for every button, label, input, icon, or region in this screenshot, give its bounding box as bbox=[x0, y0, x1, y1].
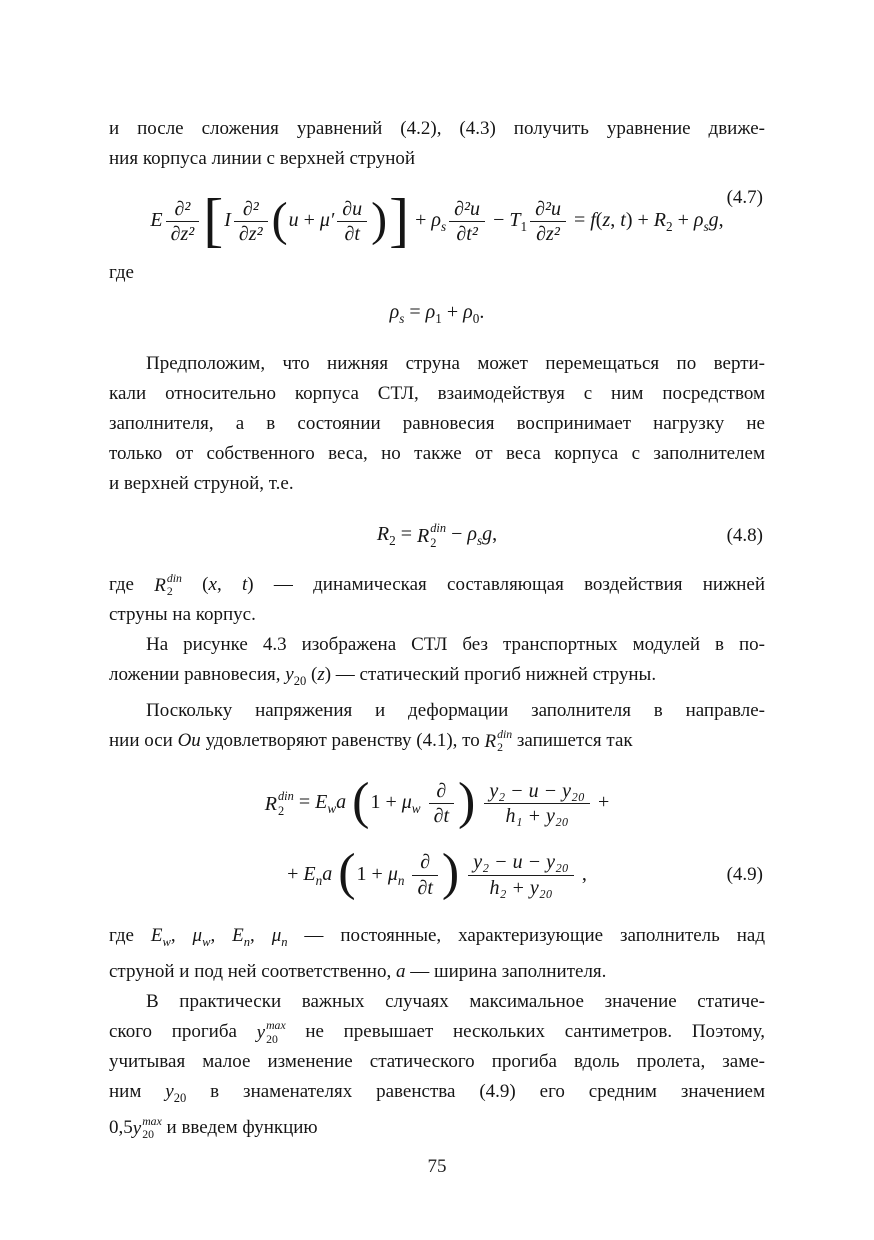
equation-body: E ∂² ∂z² [I ∂² ∂z² (u + μ′ $\frac{\partial u}{\partial t}$ )] + $\rho_s$ $\frac{\text{∂²u}}{\text{∂t²}}$ − $T_1$ $\frac{\text{∂²u}}{\text{∂z²}}$ = f(z, $t) + R_2 + \rho_sg$, bbox=[150, 186, 724, 253]
math-numerator: y₂ − u − y₂₀ bbox=[489, 779, 585, 802]
math-subscript: 20 bbox=[293, 673, 307, 688]
math-fraction bbox=[234, 198, 268, 246]
text-line: На рисунке 4.3 изображена СТЛ без транспортных модулей в по- bbox=[146, 633, 765, 655]
math-subscript: 2 bbox=[497, 741, 503, 755]
math-subscript: 20 bbox=[266, 1032, 278, 1046]
math-subscripted-var bbox=[401, 791, 421, 817]
math-subscripted-var bbox=[192, 925, 211, 949]
math-subscript: s bbox=[399, 310, 405, 326]
math-var: z bbox=[602, 209, 611, 232]
text-line: ния корпуса линии с верхней струной bbox=[109, 148, 416, 169]
math-subscript: 1 bbox=[435, 310, 442, 326]
equation-row bbox=[109, 513, 765, 558]
math-var: a bbox=[322, 862, 333, 885]
paragraph-constants bbox=[109, 921, 765, 987]
math-supsub-stack bbox=[430, 521, 446, 550]
math-numerator: ∂²u bbox=[454, 198, 481, 220]
equation-body: R din 2 = $E_wa$ ($1 + \mu_w$ ∂ ∂t ) $\frac{\text{y₂ − u − y₂₀}}{\text{h₁ + y₂₀}}$ + bbox=[264, 772, 610, 830]
math-fraction bbox=[484, 780, 590, 828]
math-subscript: 2 bbox=[389, 533, 396, 549]
math-supsub-var bbox=[154, 572, 182, 599]
math-subscript: s bbox=[476, 533, 483, 549]
math-subscript: 2 bbox=[666, 219, 673, 235]
math-subscript: w bbox=[411, 801, 421, 817]
math-var: z bbox=[317, 663, 325, 685]
math-subscript: s bbox=[441, 219, 447, 235]
math-var: y bbox=[132, 1117, 142, 1139]
math-var: μ′ bbox=[319, 209, 335, 232]
paragraph-intro bbox=[109, 114, 765, 174]
math-fraction bbox=[166, 198, 200, 246]
equation-number: (4.8) bbox=[726, 524, 763, 546]
math-subscripted-var bbox=[271, 925, 288, 949]
math-subscript: n bbox=[397, 872, 405, 888]
math-subscripted-var bbox=[653, 209, 673, 235]
text-line: где R din 2 (x, t) — динамическая составляющая воздействия нижней bbox=[109, 571, 765, 599]
math-subscript: 1 bbox=[520, 219, 528, 235]
math-subscripted-var bbox=[693, 209, 709, 235]
math-var: μ bbox=[401, 791, 412, 814]
math-superscript: din bbox=[497, 727, 513, 741]
math-subscripted-var bbox=[509, 209, 528, 235]
math-supsub-var bbox=[484, 728, 512, 755]
text-line: ложении равновесия, $y_{20}$ (z) — статический прогиб нижней струны. bbox=[109, 663, 657, 688]
math-subscripted-var bbox=[315, 791, 337, 817]
math-var: μ bbox=[387, 862, 398, 885]
equation-4-7 bbox=[109, 186, 765, 254]
math-supsub-var bbox=[133, 1115, 162, 1142]
math-var: R bbox=[376, 523, 390, 546]
text-line: только от собственного веса, но также от веса корпуса с заполнителем bbox=[109, 443, 765, 465]
math-subscripted-var bbox=[387, 862, 405, 888]
paragraph-gde bbox=[109, 258, 765, 288]
text-line: где $E_w$, $\mu_w$, $E_n$, $\mu_n$ — постоянные, характеризующие заполнитель над bbox=[109, 925, 766, 949]
math-var: E bbox=[232, 925, 244, 947]
math-subscript: n bbox=[315, 872, 323, 888]
math-var: R bbox=[417, 524, 430, 547]
math-numerator: y₂ − u − y₂₀ bbox=[473, 851, 569, 874]
math-supsub-var bbox=[417, 521, 446, 550]
math-subscript: w bbox=[202, 934, 211, 949]
equation-row bbox=[109, 839, 765, 911]
math-subscripted-var bbox=[389, 300, 405, 326]
math-var: y bbox=[285, 663, 294, 685]
math-var: ρ bbox=[389, 300, 400, 323]
text-line: кали относительно корпуса СТЛ, взаимодействуя с ним посредством bbox=[109, 383, 765, 405]
text-line: и верхней струной, т.е. bbox=[109, 473, 294, 495]
math-subscripted-var bbox=[303, 862, 323, 888]
math-var: I bbox=[224, 209, 231, 232]
math-var: y bbox=[165, 1080, 174, 1102]
equation-body: $R_2$ = R din 2 − $\rho_sg$, bbox=[376, 521, 498, 550]
equation-number: (4.7) bbox=[726, 187, 763, 208]
math-var: T bbox=[509, 209, 521, 232]
equation-4-9 bbox=[109, 768, 765, 912]
math-subscripted-var bbox=[467, 523, 483, 549]
math-subscript: n bbox=[281, 934, 288, 949]
page-number: 75 bbox=[427, 1156, 447, 1177]
math-var: ρ bbox=[431, 209, 442, 232]
math-numerator: ∂²u bbox=[535, 198, 561, 220]
text-line: учитывая малое изменение статического прогиба вдоль пролета, заме- bbox=[109, 1050, 765, 1072]
text-line: В практически важных случаях максимальное значение статиче- bbox=[146, 990, 765, 1012]
math-denominator: ∂t bbox=[429, 803, 454, 827]
math-supsub-stack bbox=[278, 789, 294, 818]
paragraph-since bbox=[109, 696, 765, 756]
math-fraction bbox=[337, 198, 367, 246]
math-var: y bbox=[256, 1022, 266, 1044]
paragraph-practical bbox=[109, 987, 765, 1143]
math-var: R bbox=[653, 209, 666, 232]
equation-4-8 bbox=[109, 513, 765, 558]
math-subscripted-var bbox=[376, 523, 396, 549]
math-denominator: h₂ + y₂₀ bbox=[468, 875, 574, 899]
math-numerator: ∂u bbox=[342, 198, 363, 220]
math-subscript: s bbox=[703, 219, 709, 235]
math-numerator: ∂ bbox=[436, 779, 447, 802]
math-supsub-var bbox=[257, 1019, 286, 1046]
equation-row bbox=[109, 186, 765, 254]
math-superscript: din bbox=[430, 521, 447, 536]
math-subscript: w bbox=[162, 934, 171, 949]
math-denominator: ∂t bbox=[412, 875, 437, 899]
math-var: ρ bbox=[693, 209, 704, 232]
math-numerator: ∂ bbox=[420, 851, 431, 874]
math-subscripted-var bbox=[165, 1080, 187, 1105]
math-fraction bbox=[530, 198, 566, 246]
math-fraction bbox=[429, 780, 454, 828]
math-subscripted-var bbox=[425, 300, 442, 326]
text-line: струны на корпус. bbox=[109, 603, 256, 625]
math-superscript: din bbox=[277, 789, 294, 804]
text-line: и после сложения уравнений (4.2), (4.3) получить уравнение движе- bbox=[109, 118, 765, 139]
math-var: g bbox=[708, 209, 719, 232]
math-subscript: 20 bbox=[173, 1090, 187, 1105]
math-var: E bbox=[150, 209, 163, 232]
math-subscript: 2 bbox=[277, 803, 285, 818]
text-line: 0,5 y max 20 и введем функцию bbox=[109, 1114, 318, 1142]
math-fraction bbox=[468, 851, 574, 899]
math-supsub-stack bbox=[142, 1115, 162, 1142]
math-var: a bbox=[336, 791, 347, 814]
math-subscript: 2 bbox=[166, 585, 173, 599]
math-subscript: w bbox=[327, 801, 337, 817]
math-var: a bbox=[395, 960, 406, 982]
math-var: u bbox=[288, 209, 299, 232]
math-subscript: n bbox=[243, 934, 250, 949]
math-var: μ bbox=[192, 925, 203, 947]
text-line: заполнителя, а в состоянии равновесия воспринимает нагрузку не bbox=[109, 413, 765, 435]
math-denominator: h₁ + y₂₀ bbox=[484, 803, 590, 827]
equation-number: (4.9) bbox=[726, 864, 763, 886]
math-denominator: ∂t bbox=[337, 221, 367, 245]
math-var: ρ bbox=[463, 300, 473, 323]
math-var: f bbox=[590, 209, 596, 232]
text-line: Предположим, что нижняя струна может перемещаться по верти- bbox=[146, 353, 765, 375]
math-supsub-var bbox=[265, 789, 294, 818]
math-var: μ bbox=[271, 925, 282, 947]
equation-row bbox=[109, 292, 765, 336]
math-var: ρ bbox=[425, 300, 436, 323]
math-subscripted-var bbox=[463, 300, 480, 326]
math-subscript: 2 bbox=[430, 535, 437, 550]
math-subscript: 0 bbox=[472, 310, 480, 326]
math-supsub-stack bbox=[266, 1019, 286, 1046]
math-numerator: ∂² bbox=[242, 198, 259, 220]
equation-body: $\rho_s = \rho_1 + \rho_0$. bbox=[389, 300, 485, 326]
math-var: R bbox=[484, 730, 497, 752]
math-var: E bbox=[303, 862, 316, 885]
math-numerator: ∂² bbox=[174, 198, 191, 220]
text-line: где bbox=[109, 261, 134, 283]
math-var: t bbox=[620, 209, 626, 232]
text-line: Поскольку напряжения и деформации заполнителя в направле- bbox=[146, 699, 765, 721]
equation-row bbox=[109, 768, 765, 840]
paragraph-r2din bbox=[109, 570, 765, 630]
math-superscript: max bbox=[266, 1019, 286, 1033]
math-subscripted-var bbox=[150, 925, 171, 949]
math-var: E bbox=[315, 791, 328, 814]
math-subscripted-var bbox=[232, 925, 250, 949]
math-var: ρ bbox=[467, 523, 477, 546]
math-superscript: din bbox=[166, 571, 182, 585]
math-fraction bbox=[412, 851, 437, 899]
math-var: x bbox=[208, 573, 217, 595]
math-var: t bbox=[241, 573, 248, 595]
math-subscripted-var bbox=[431, 209, 447, 235]
text-line: ского прогиба y max 20 не превышает нескольких сантиметров. Поэтому, bbox=[109, 1019, 766, 1046]
math-denominator: ∂z² bbox=[166, 221, 200, 245]
paragraph-figure-ref bbox=[109, 630, 765, 696]
equation-body: + $E_na$ ($1 + \mu_n$ ∂ ∂t ) $\frac{\text{y₂ − u − y₂₀}}{\text{h₂ + y₂₀}}$ , bbox=[287, 844, 587, 902]
math-var: g bbox=[482, 523, 493, 546]
math-supsub-stack bbox=[497, 728, 512, 755]
math-denominator: ∂z² bbox=[530, 221, 566, 245]
math-var: E bbox=[150, 925, 163, 947]
math-var: R bbox=[264, 792, 277, 815]
math-denominator: ∂t² bbox=[449, 221, 485, 245]
math-var: R bbox=[154, 574, 166, 596]
paragraph-assumption bbox=[109, 349, 765, 499]
equation-rho-sum bbox=[109, 292, 765, 336]
text-line: нии оси Ou удовлетворяют равенству (4.1), то R din 2 запишется так bbox=[109, 727, 633, 755]
math-subscripted-var bbox=[285, 663, 307, 688]
math-subscript: 20 bbox=[142, 1128, 154, 1142]
math-denominator: ∂z² bbox=[234, 221, 268, 245]
math-superscript: max bbox=[142, 1114, 162, 1128]
math-supsub-stack bbox=[167, 572, 182, 599]
math-fraction bbox=[449, 198, 485, 246]
page-content bbox=[109, 0, 765, 1143]
math-var: Ou bbox=[177, 729, 201, 751]
text-line: струной и под ней соответственно, a — ширина заполнителя. bbox=[109, 960, 607, 982]
text-line: ним $y_{20}$ в знаменателях равенства (4.9) его средним значением bbox=[109, 1080, 766, 1105]
